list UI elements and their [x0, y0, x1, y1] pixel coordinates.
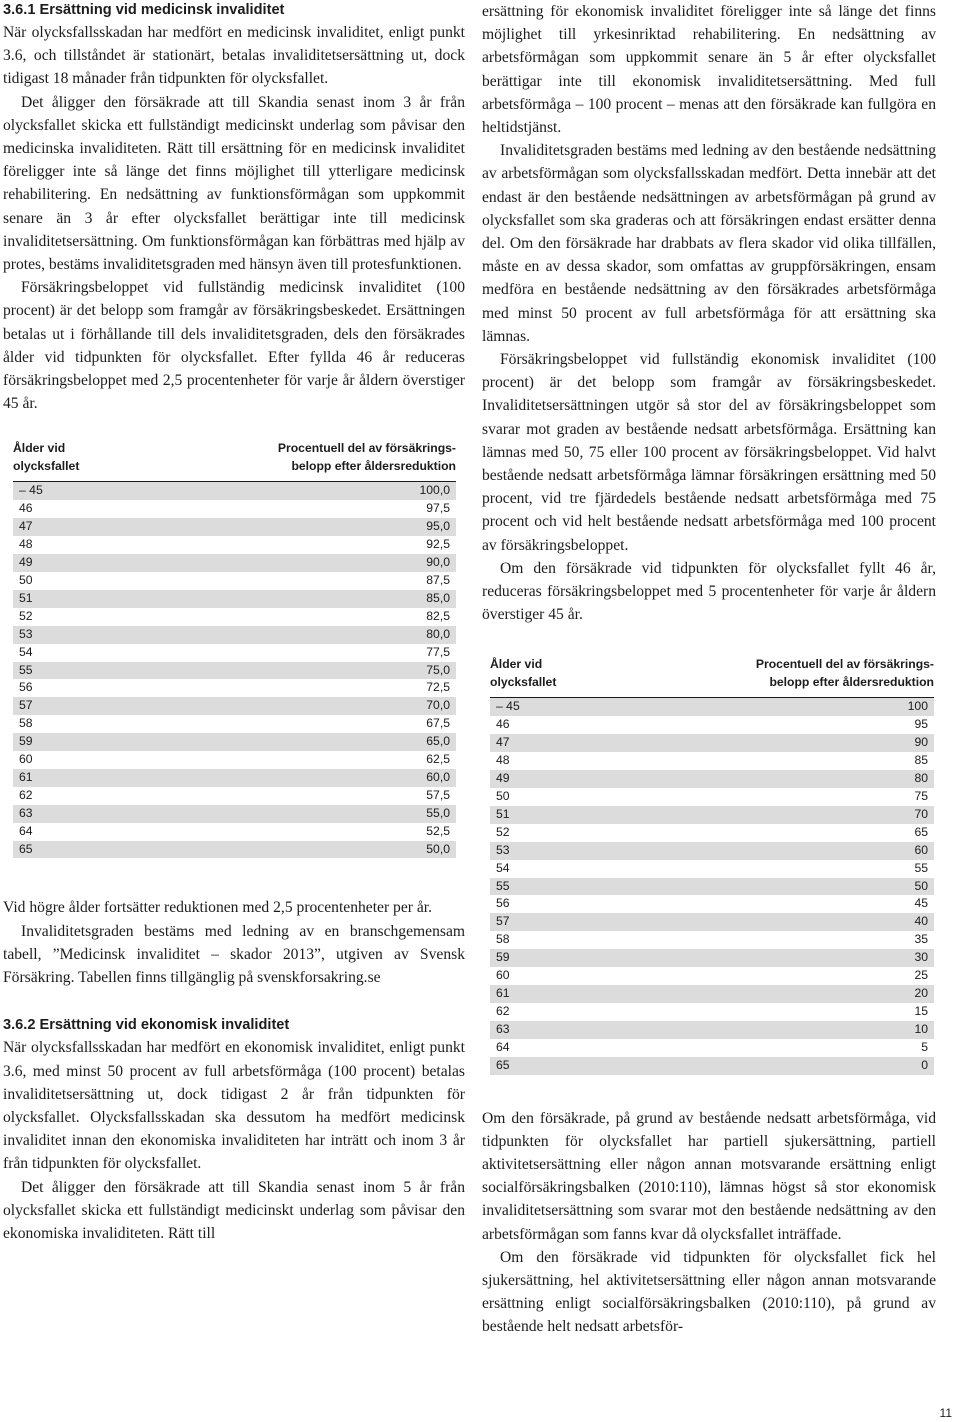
percent-cell: 90,0	[133, 554, 456, 572]
header-line: olycksfallet	[13, 458, 80, 473]
table-row	[490, 1021, 934, 1039]
table-row	[490, 913, 934, 931]
header-line: Procentuell del av försäkrings-	[277, 441, 456, 456]
age-cell: 51	[13, 590, 133, 608]
percent-cell: 62,5	[133, 751, 456, 769]
table-row	[490, 734, 934, 752]
paragraph: Vid högre ålder fortsätter reduktionen med 2,5 procentenheter per år.	[3, 899, 433, 917]
percent-cell: 90	[611, 734, 934, 752]
percent-cell: 10	[611, 1021, 934, 1039]
paragraph: Invaliditetsgraden bestäms med ledning av en branschgemensam tabell, ”Medicinsk invaliditet – skador 2013”, utgiven av Svensk Försäkring. Tabellen finns tillgänglig på svenskforsakring.se	[3, 922, 465, 987]
table-row	[490, 895, 934, 913]
age-cell: 50	[490, 788, 611, 806]
percent-cell: 40	[611, 913, 934, 931]
table-row	[13, 662, 456, 680]
percent-cell: 25	[611, 967, 934, 985]
age-cell: 56	[490, 895, 611, 913]
paragraph: Det åligger den försäkrade att till Skandia senast inom 3 år från olycksfallet skicka ett fullständigt medicinskt underlag som påvisar den medicinska invaliditeten. Rätt till ersättning för en medicinsk invaliditet föreligger inte så länge det finns möjlighet till ytterligare medicinsk rehabilitering. En nedsättning av funktionsförmågan som uppkommit senare än 3 år efter olycksfallet berättigar inte till medicinsk invaliditetsersättning. Om funktionsförmågan kan förbättras med hjälp av protes, bestäms invaliditetsgraden med hänsyn även till protesfunktionen.	[3, 93, 465, 274]
paragraph: Försäkringsbeloppet vid fullständig medicinsk invaliditet (100 procent) är det belopp som framgår av försäkringsbeskedet. Ersättningen betalas ut i förhållande till dels invaliditetsgraden, dels den försäkrades ålder vid tidpunkten för olycksfallet. Efter fyllda 46 år reduceras försäkringsbeloppet med 2,5 procentenheter för varje år åldern överstiger 45 år.	[3, 279, 465, 413]
age-reduction-table-ekonomisk	[490, 656, 934, 1074]
percent-cell: 35	[611, 931, 934, 949]
paragraph: Det åligger den försäkrade att till Skandia senast inom 5 år från olycksfallet skicka ett fullständigt medicinskt underlag som påvisar den ekonomiska invaliditeten. Rätt till	[3, 1178, 465, 1242]
percent-cell: 85	[611, 752, 934, 770]
table-row	[490, 806, 934, 824]
age-cell: 48	[490, 752, 611, 770]
section-heading-ekonomisk-invaliditet: 3.6.2 Ersättning vid ekonomisk invaliditet	[3, 1017, 290, 1034]
table-row	[490, 788, 934, 806]
table-row	[490, 949, 934, 967]
age-cell: 55	[13, 662, 133, 680]
percent-cell: 70	[611, 806, 934, 824]
age-cell: 51	[490, 806, 611, 824]
paragraph: Om den försäkrade vid tidpunkten för olycksfallet fick hel sjukersättning, hel aktivitetsersättning eller någon annan motsvarande ersättning enligt socialförsäkringsbalken (2010:110), på grund av bestående helt nedsatt arbetsför-	[482, 1248, 936, 1336]
table-row	[490, 752, 934, 770]
percent-cell: 50	[611, 878, 934, 896]
percent-cell: 77,5	[133, 644, 456, 662]
table-row	[13, 841, 456, 859]
paragraph: Om den försäkrade vid tidpunkten för olycksfallet fyllt 46 år, reduceras försäkringsbeloppet med 5 procentenheter för varje år åldern överstiger 45 år.	[482, 559, 936, 624]
percent-cell: 57,5	[133, 787, 456, 805]
table-row	[13, 787, 456, 805]
percent-cell: 65	[611, 824, 934, 842]
age-cell: 47	[13, 518, 133, 536]
percent-cell: 60	[611, 842, 934, 860]
table-row	[13, 482, 456, 500]
percent-cell: 100,0	[133, 482, 456, 500]
percent-cell: 45	[611, 895, 934, 913]
table-header-row	[490, 656, 934, 698]
table-row	[13, 823, 456, 841]
table-row	[13, 679, 456, 697]
percent-cell: 75,0	[133, 662, 456, 680]
table-header-row	[13, 440, 456, 482]
percent-cell: 97,5	[133, 500, 456, 518]
age-cell: 64	[490, 1039, 611, 1057]
paragraph: ersättning för ekonomisk invaliditet föreligger inte så länge det finns möjlighet till yrkesinriktad rehabilitering. En nedsättning av arbetsförmågan som uppkommit senare än 5 år efter olycksfallet berättigar inte till ekonomisk invaliditetsersättning. Med full arbetsförmåga – 100 procent – menas att den försäkrade kan fullgöra en heltidstjänst.	[482, 3, 936, 137]
age-cell: 56	[13, 679, 133, 697]
table-row	[13, 751, 456, 769]
header-line: Ålder vid	[490, 657, 543, 672]
age-cell: 52	[490, 824, 611, 842]
age-cell: 52	[13, 608, 133, 626]
table-row	[490, 842, 934, 860]
percent-cell: 87,5	[133, 572, 456, 590]
table-row	[13, 500, 456, 518]
table-row	[490, 698, 934, 716]
percent-cell: 100	[611, 698, 934, 716]
percent-cell: 55,0	[133, 805, 456, 823]
table-row	[13, 572, 456, 590]
table-row	[13, 608, 456, 626]
percent-cell: 92,5	[133, 536, 456, 554]
age-cell: 61	[13, 769, 133, 787]
age-cell: 53	[490, 842, 611, 860]
percent-cell: 82,5	[133, 608, 456, 626]
table-row	[490, 860, 934, 878]
percent-cell: 0	[611, 1057, 934, 1075]
age-cell: 61	[490, 985, 611, 1003]
percent-cell: 15	[611, 1003, 934, 1021]
age-cell: 54	[13, 644, 133, 662]
percent-cell: 75	[611, 788, 934, 806]
table-row	[13, 518, 456, 536]
age-cell: 46	[490, 716, 611, 734]
age-cell: 57	[490, 913, 611, 931]
age-cell: 59	[13, 733, 133, 751]
table-row	[490, 716, 934, 734]
age-cell: – 45	[490, 698, 611, 716]
header-line: belopp efter åldersreduktion	[769, 674, 934, 689]
age-cell: 65	[13, 841, 133, 859]
age-cell: 53	[13, 626, 133, 644]
header-line: belopp efter åldersreduktion	[291, 458, 456, 473]
age-cell: 62	[490, 1003, 611, 1021]
table-row	[13, 626, 456, 644]
table-row	[490, 770, 934, 788]
age-cell: 58	[490, 931, 611, 949]
percent-cell: 95	[611, 716, 934, 734]
percent-cell: 20	[611, 985, 934, 1003]
section-heading-medicinsk-invaliditet: 3.6.1 Ersättning vid medicinsk invaliditet	[3, 2, 285, 18]
paragraph: Försäkringsbeloppet vid fullständig ekonomisk invaliditet (100 procent) är det belopp som framgår av försäkringsbeskedet. Invaliditetsersättningen utgör så stor del av försäkringsbeloppet som svarar mot graden av bestående nedsatt arbetsförmåga. Ersättning kan lämnas med 50, 75 eller 100 procent av försäkringsbeloppet. Vid halvt bestående nedsatt arbetsförmåga lämnar försäkringen ersättning med 50 procent, vid tre fjärdedels bestående nedsatt arbetsförmåga med 75 procent och vid helt bestående nedsatt arbetsförmåga med 100 procent av försäkringsbeloppet.	[482, 351, 936, 554]
table-row	[13, 644, 456, 662]
age-cell: – 45	[13, 482, 133, 500]
table-header-percent	[611, 656, 934, 698]
percent-cell: 52,5	[133, 823, 456, 841]
age-cell: 62	[13, 787, 133, 805]
header-line: Procentuell del av försäkrings-	[755, 657, 934, 672]
table-row	[490, 985, 934, 1003]
age-cell: 47	[490, 734, 611, 752]
table-row	[13, 805, 456, 823]
age-cell: 59	[490, 949, 611, 967]
age-cell: 60	[13, 751, 133, 769]
age-cell: 63	[490, 1021, 611, 1039]
percent-cell: 80	[611, 770, 934, 788]
age-cell: 46	[13, 500, 133, 518]
page-number: 11	[939, 1406, 952, 1420]
table-header-percent	[133, 440, 456, 482]
paragraph: När olycksfallsskadan har medfört en medicinsk invaliditet, enligt punkt 3.6, och tillståndet är stationärt, betalas invaliditetsersättning ut, dock tidigast 18 månader från tidpunkten för olycksfallet.	[3, 24, 465, 88]
table-row	[13, 697, 456, 715]
percent-cell: 60,0	[133, 769, 456, 787]
percent-cell: 67,5	[133, 715, 456, 733]
age-reduction-table-medicinsk	[13, 440, 456, 858]
age-cell: 49	[13, 554, 133, 572]
age-cell: 49	[490, 770, 611, 788]
percent-cell: 50,0	[133, 841, 456, 859]
header-line: Ålder vid	[13, 441, 66, 456]
table-row	[490, 1039, 934, 1057]
table-row	[13, 733, 456, 751]
table-row	[490, 1057, 934, 1075]
age-cell: 54	[490, 860, 611, 878]
age-cell: 57	[13, 697, 133, 715]
table-row	[490, 1003, 934, 1021]
age-cell: 48	[13, 536, 133, 554]
table-row	[490, 931, 934, 949]
table-row	[490, 878, 934, 896]
age-cell: 64	[13, 823, 133, 841]
percent-cell: 70,0	[133, 697, 456, 715]
paragraph: När olycksfallsskadan har medfört en ekonomisk invaliditet, enligt punkt 3.6, med minst 50 procent av full arbetsförmåga (100 procent) betalas invaliditetsersättning ut, dock tidigast 2 år från tidpunkten för olycksfallet. Olycksfallsskadan ska dessutom ha medfört medicinsk invaliditet innan den ekonomiska invaliditeten har inträtt och inom 3 år från tidpunkten för olycksfallet.	[3, 1039, 465, 1173]
right-column	[482, 0, 936, 1339]
table-header-age	[490, 656, 611, 698]
table-row	[13, 554, 456, 572]
left-column	[3, 0, 465, 1245]
table-row	[490, 967, 934, 985]
age-cell: 58	[13, 715, 133, 733]
table-header-age	[13, 440, 133, 482]
percent-cell: 30	[611, 949, 934, 967]
age-cell: 55	[490, 878, 611, 896]
table-row	[13, 769, 456, 787]
table-row	[13, 536, 456, 554]
age-cell: 65	[490, 1057, 611, 1075]
age-cell: 60	[490, 967, 611, 985]
table-row	[13, 590, 456, 608]
percent-cell: 85,0	[133, 590, 456, 608]
table-row	[13, 715, 456, 733]
percent-cell: 65,0	[133, 733, 456, 751]
percent-cell: 95,0	[133, 518, 456, 536]
paragraph: Invaliditetsgraden bestäms med ledning av den bestående nedsättning av arbetsförmågan som olycksfallsskadan medfört. Detta innebär att det endast är den bestående nedsättningen av arbetsförmågan på grund av olycksfallet som ska graderas och att försäkringen endast ersätter denna del. Om den försäkrade har drabbats av flera skador vid olika tillfällen, måste en av dessa skador, som omfattas av gruppförsäkringen, ensam medföra en bestående nedsättning av den försäkrades arbetsförmåga med minst 50 procent av full arbetsförmåga för att ersättning ska lämnas.	[482, 142, 936, 345]
age-cell: 50	[13, 572, 133, 590]
paragraph: Om den försäkrade, på grund av bestående nedsatt arbetsförmåga, vid tidpunkten för olycksfallet har partiell sjukersättning, partiell aktivitetsersättning eller någon annan motsvarande ersättning enligt socialförsäkringsbalken (2010:110), lämnas högst så stor ekonomisk invaliditetsersättning som svarar mot den bestående nedsättning av den arbetsförmågan som fanns kvar då olycksfallet inträffade.	[482, 1109, 936, 1243]
percent-cell: 80,0	[133, 626, 456, 644]
header-line: olycksfallet	[490, 674, 557, 689]
age-cell: 63	[13, 805, 133, 823]
table-row	[490, 824, 934, 842]
percent-cell: 5	[611, 1039, 934, 1057]
percent-cell: 55	[611, 860, 934, 878]
percent-cell: 72,5	[133, 679, 456, 697]
